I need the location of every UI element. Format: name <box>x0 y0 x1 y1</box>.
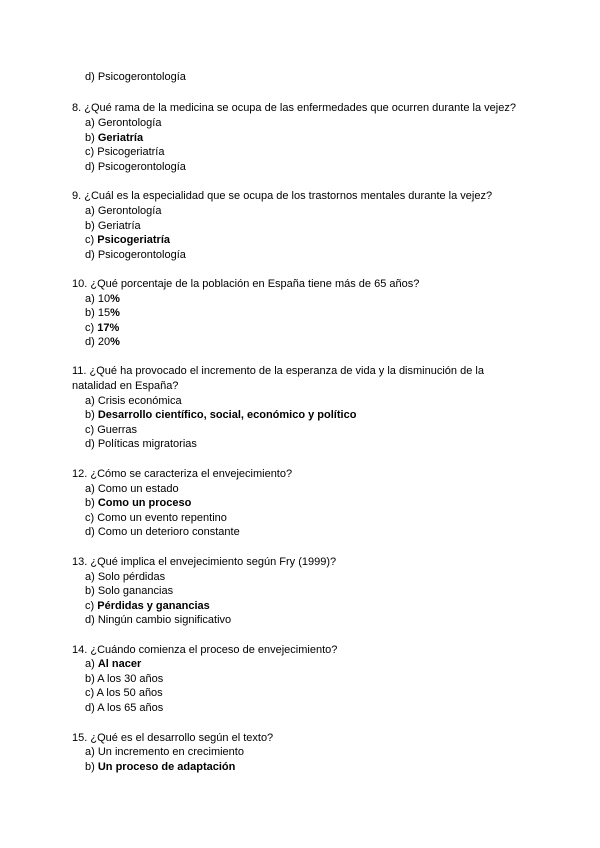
q14-option-c: c) A los 50 años <box>85 687 163 699</box>
q9-option-b: b) Geriatría <box>85 220 141 232</box>
q12-option-c: c) Como un evento repentino <box>85 512 227 524</box>
q8-correct-answer: Geriatría <box>97 132 144 144</box>
q13-option-b: b) Solo ganancias <box>85 585 174 597</box>
q10-option-d: d) 20% <box>85 336 120 348</box>
q11-option-d: d) Políticas migratorias <box>85 438 197 450</box>
q14-correct-answer: Al nacer <box>97 658 142 670</box>
q12-option-b: b) Como un proceso <box>85 497 192 509</box>
q10-option-c: c) 17% <box>85 322 120 334</box>
q9-correct-answer: Psicogeriatría <box>97 234 170 246</box>
q12-option-a: a) Como un estado <box>85 483 179 495</box>
q10-correct-answer: 17% <box>97 322 120 334</box>
question-11: 11. ¿Qué ha provocado el incremento de la esperanza de vida y la disminución de la <box>72 365 484 377</box>
q10-option-a: a) 10% <box>85 293 120 305</box>
q13-correct-answer: Pérdidas y ganancias <box>97 600 210 612</box>
q13-option-a: a) Solo pérdidas <box>85 571 166 583</box>
q12-correct-answer: Como un proceso <box>97 497 192 509</box>
q11-option-a: a) Crisis económica <box>85 395 182 407</box>
question-8: 8. ¿Qué rama de la medicina se ocupa de las enfermedades que ocurren durante la vejez? <box>72 102 516 114</box>
q8-option-a: a) Gerontología <box>85 117 162 129</box>
q14-option-a: a) Al nacer <box>85 658 142 670</box>
q8-option-d: d) Psicogerontología <box>85 161 186 173</box>
q9-option-c: c) Psicogeriatría <box>85 234 170 246</box>
q9-option-a: a) Gerontología <box>85 205 162 217</box>
q13-option-d: d) Ningún cambio significativo <box>85 614 232 626</box>
q8-option-b: b) Geriatría <box>85 132 144 144</box>
q12-option-d: d) Como un deterioro constante <box>85 526 240 538</box>
q15-option-b: b) Un proceso de adaptación <box>85 761 236 773</box>
q11-option-c: c) Guerras <box>85 424 137 436</box>
q14-option-d: d) A los 65 años <box>85 702 164 714</box>
q9-option-d: d) Psicogerontología <box>85 249 186 261</box>
question-12: 12. ¿Cómo se caracteriza el envejecimiento? <box>72 468 293 480</box>
q15-correct-answer: Un proceso de adaptación <box>97 761 236 773</box>
q11-option-b: b) Desarrollo científico, social, económico y político <box>85 409 357 421</box>
q14-option-b: b) A los 30 años <box>85 673 164 685</box>
question-11-continued: natalidad en España? <box>72 380 179 392</box>
q11-correct-answer: Desarrollo científico, social, económico y político <box>97 409 357 421</box>
question-9: 9. ¿Cuál es la especialidad que se ocupa de los trastornos mentales durante la vejez? <box>72 190 493 202</box>
q10-option-b: b) 15% <box>85 307 120 319</box>
question-13: 13. ¿Qué implica el envejecimiento según Fry (1999)? <box>72 556 337 568</box>
question-15: 15. ¿Qué es el desarrollo según el texto? <box>72 732 274 744</box>
lead-option-d: d) Psicogerontología <box>85 71 186 83</box>
q8-option-c: c) Psicogeriatría <box>85 146 165 158</box>
q15-option-a: a) Un incremento en crecimiento <box>85 746 244 758</box>
question-14: 14. ¿Cuándo comienza el proceso de envejecimiento? <box>72 644 338 656</box>
q13-option-c: c) Pérdidas y ganancias <box>85 600 210 612</box>
question-10: 10. ¿Qué porcentaje de la población en España tiene más de 65 años? <box>72 278 420 290</box>
